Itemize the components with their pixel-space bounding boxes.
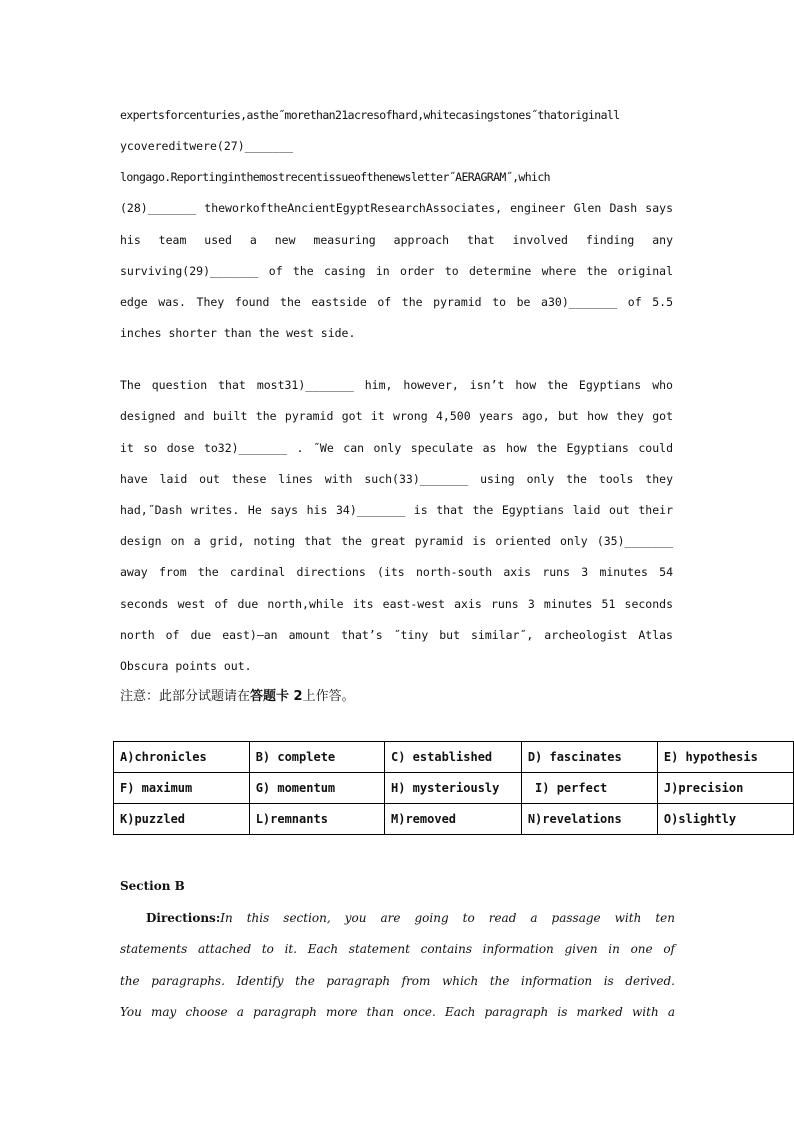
notice-prefix: 注意：此部分试题请在 bbox=[120, 689, 251, 704]
text-line: his team used a new measuring approach that involved finding any bbox=[120, 233, 673, 247]
directions-line bbox=[120, 910, 675, 926]
word-option: M)removed bbox=[385, 804, 522, 835]
word-option: K)puzzled bbox=[114, 804, 250, 835]
text-line: north of due east)—an amount that’s ˝tiny but similar˝, archeologist Atlas bbox=[120, 628, 673, 642]
table-row bbox=[114, 773, 794, 804]
text-line: expertsforcenturies,asthe˝morethan21acresofhard,whitecasingstones˝thatoriginall bbox=[120, 108, 620, 122]
text-line: designed and built the pyramid got it wrong 4,500 years ago, but how they got bbox=[120, 409, 673, 423]
text-line: seconds west of due north,while its east-west axis runs 3 minutes 51 seconds bbox=[120, 597, 673, 611]
word-option: D) fascinates bbox=[521, 742, 657, 773]
text-line: inches shorter than the west side. bbox=[120, 326, 356, 340]
word-option: L)remnants bbox=[249, 804, 384, 835]
text-line: longago.Reportinginthemostrecentissueofthenewsletter˝AERAGRAM˝,which bbox=[120, 170, 551, 184]
word-option: N)revelations bbox=[521, 804, 657, 835]
directions-label: Directions: bbox=[146, 911, 221, 925]
directions-line: the paragraphs. Identify the paragraph from which the information is derived. bbox=[120, 974, 675, 988]
word-option: I) perfect bbox=[521, 773, 657, 804]
text-line: design on a grid, noting that the great pyramid is oriented only (35)_______ bbox=[120, 534, 673, 548]
word-option: B) complete bbox=[249, 742, 384, 773]
text-line: ycovereditwere(27)_______ bbox=[120, 139, 294, 153]
table-row bbox=[114, 742, 794, 773]
table-row bbox=[114, 804, 794, 835]
word-option: A)chronicles bbox=[114, 742, 250, 773]
word-bank-table bbox=[113, 741, 794, 835]
word-option: C) established bbox=[385, 742, 522, 773]
text-line: it so dose to32)_______ . ˝We can only speculate as how the Egyptians could bbox=[120, 441, 673, 455]
text-line: edge was. They found the eastside of the pyramid to be a30)_______ of 5.5 bbox=[120, 295, 673, 309]
text-line: surviving(29)_______ of the casing in order to determine where the original bbox=[120, 264, 673, 278]
notice-bold: 答题卡 2 bbox=[250, 689, 303, 704]
text-line: away from the cardinal directions (its north-south axis runs 3 minutes 54 bbox=[120, 565, 673, 579]
text-line: Obscura points out. bbox=[120, 659, 252, 673]
text-line: had,˝Dash writes. He says his 34)_______ is that the Egyptians laid out their bbox=[120, 503, 673, 517]
word-option: E) hypothesis bbox=[657, 742, 793, 773]
section-b-title: Section B bbox=[120, 879, 185, 893]
notice-line bbox=[120, 685, 355, 704]
text-line: (28)_______ theworkoftheAncientEgyptResearchAssociates, engineer Glen Dash says bbox=[120, 201, 673, 215]
directions-text: In this section, you are going to read a passage with ten bbox=[220, 911, 675, 925]
text-line: have laid out these lines with such(33)_______ using only the tools they bbox=[120, 472, 673, 486]
word-option: J)precision bbox=[657, 773, 793, 804]
directions-line: You may choose a paragraph more than once. Each paragraph is marked with a bbox=[120, 1005, 675, 1019]
notice-suffix: 上作答。 bbox=[302, 689, 355, 704]
word-option: G) momentum bbox=[249, 773, 384, 804]
word-option: O)slightly bbox=[657, 804, 793, 835]
word-option: F) maximum bbox=[114, 773, 250, 804]
text-line: The question that most31)_______ him, however, isn’t how the Egyptians who bbox=[120, 378, 673, 392]
directions-line: statements attached to it. Each statement contains information given in one of bbox=[120, 942, 675, 956]
word-option: H) mysteriously bbox=[385, 773, 522, 804]
